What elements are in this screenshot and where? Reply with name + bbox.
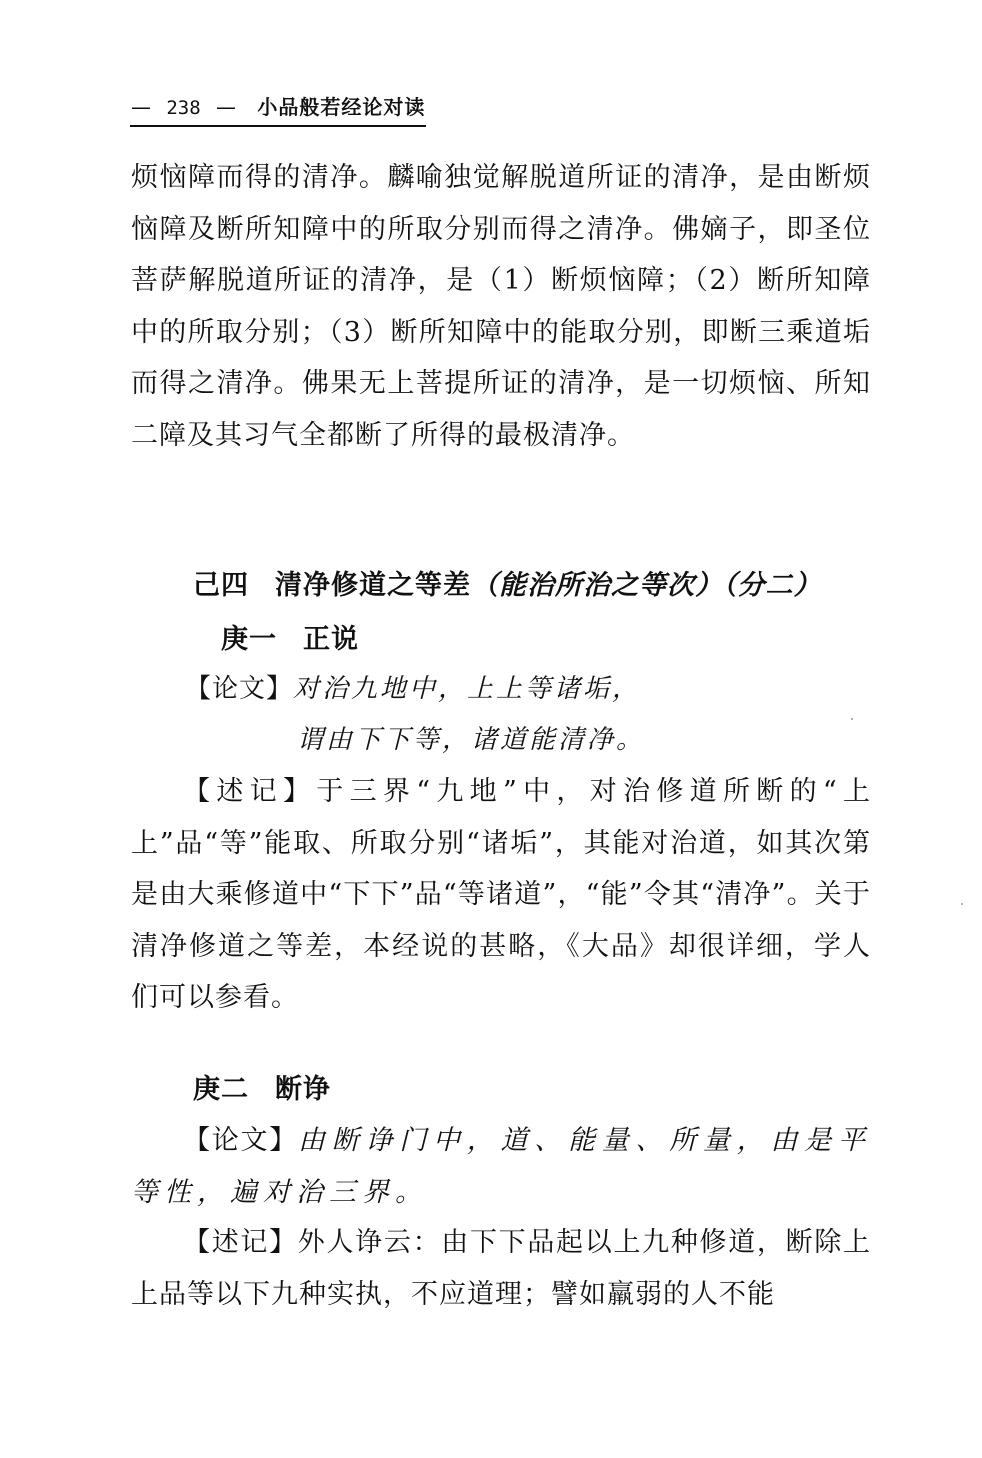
treatise-2-label: 【论文】 — [183, 1125, 298, 1156]
treatise-1-verse-1: 对治九地中，上上等诸垢， — [293, 674, 642, 704]
section-subtitle: （能治所治之等次）（分二） — [471, 570, 822, 601]
treatise-2 — [131, 1115, 871, 1218]
continued-paragraph: 烦恼障而得的清净。麟喻独觉解脱道所证的清净，是由断烦恼障及断所知障中的所取分别而得之清净。佛嫡子，即圣位菩萨解脱道所证的清净，是（1）断烦恼障；（2）断所知障中的所取分别；（3）断所知障中的能取分别，即断三乘道垢而得之清净。佛果无上菩提所证的清净，是一切烦恼、所知二障及其习气全都断了所得的最极清净。 — [131, 162, 871, 451]
subsection-2-title: 断诤 — [275, 1074, 331, 1105]
section-number: 己四 — [193, 570, 249, 601]
commentary-2-text: 外人诤云：由下下品起以上九种修道，断除上上品等以下九种实执，不应道理；譬如羸弱的人不能 — [131, 1227, 872, 1310]
running-header — [130, 92, 430, 132]
commentary-1-text: 于三界“九地”中，对治修道所断的“上上”品“等”能取、所取分别“诸垢”，其能对治道，如其次第是由大乘修道中“下下”品“等诸道”，“能”令其“清净”。关于清净修道之等差，本经说的甚略，《大品》却很详细，学人们可以参看。 — [131, 776, 871, 1013]
subsection-heading-1 — [221, 620, 359, 660]
section-heading — [193, 566, 822, 606]
page-number: 238 — [166, 97, 201, 119]
header-dash-left: — — [131, 95, 151, 119]
scan-speck — [961, 903, 963, 905]
header-rule — [130, 125, 426, 127]
subsection-2-number: 庚二 — [193, 1074, 249, 1105]
commentary-1-label: 【述记】 — [183, 776, 317, 807]
treatise-1-label: 【论文】 — [185, 674, 294, 704]
subsection-heading-2 — [193, 1070, 331, 1110]
subsection-1-number: 庚一 — [221, 624, 277, 655]
commentary-2 — [131, 1217, 871, 1320]
treatise-1-line-2: 谓由下下等，诸道能清净。 — [297, 725, 646, 755]
treatise-1-line-1 — [185, 669, 641, 709]
commentary-2-label: 【述记】 — [183, 1227, 298, 1258]
section-title: 清净修道之等差 — [275, 570, 471, 601]
header-dash-right: — — [216, 95, 237, 119]
book-title: 小品般若经论对读 — [257, 95, 426, 119]
scan-speck — [851, 718, 853, 720]
subsection-1-title: 正说 — [303, 624, 359, 655]
treatise-2-text: 由断诤门中，道、能量、所量，由是平等性，遍对治三界。 — [131, 1125, 871, 1208]
commentary-1 — [131, 766, 871, 1024]
